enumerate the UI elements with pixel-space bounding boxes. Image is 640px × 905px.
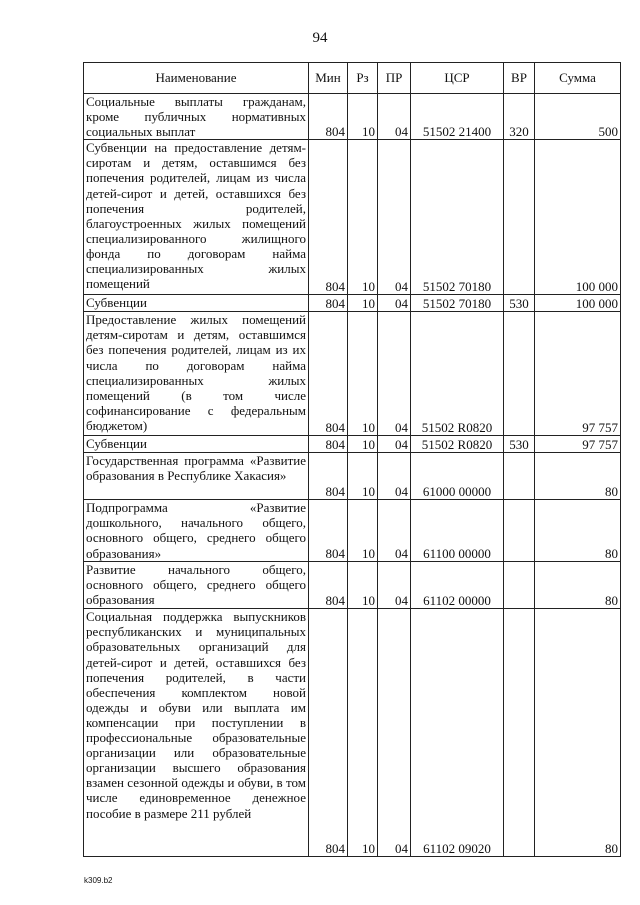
header-name: Наименование bbox=[84, 63, 309, 94]
row-name: Субвенции bbox=[84, 436, 309, 453]
row-rz: 10 bbox=[348, 436, 378, 453]
row-vr bbox=[504, 140, 535, 295]
row-csr: 61000 00000 bbox=[411, 453, 504, 500]
row-rz: 10 bbox=[348, 140, 378, 295]
row-min: 804 bbox=[309, 562, 348, 609]
header-min: Мин bbox=[309, 63, 348, 94]
row-pr: 04 bbox=[378, 140, 411, 295]
row-min: 804 bbox=[309, 436, 348, 453]
row-vr bbox=[504, 500, 535, 562]
table-row bbox=[84, 436, 621, 453]
table-row bbox=[84, 295, 621, 312]
row-rz: 10 bbox=[348, 312, 378, 436]
row-pr: 04 bbox=[378, 312, 411, 436]
budget-table bbox=[83, 62, 621, 857]
row-min: 804 bbox=[309, 312, 348, 436]
table-row bbox=[84, 94, 621, 140]
table-row bbox=[84, 609, 621, 857]
table-header-row bbox=[84, 63, 621, 94]
row-sum: 97 757 bbox=[535, 436, 621, 453]
header-rz: Рз bbox=[348, 63, 378, 94]
row-min: 804 bbox=[309, 94, 348, 140]
row-csr: 51502 70180 bbox=[411, 295, 504, 312]
row-csr: 51502 R0820 bbox=[411, 436, 504, 453]
row-name: Социальная поддержка выпускников республиканских и муниципальных образовательных организаций для детей-сирот и детей, оставшихся без попечения родителей, в части обеспечения комплектом новой одежды и обуви или выплата им компенсации при поступлении в профессиональные образовательные организации или образовательные организации высшего образования взамен сезонной одежды и обуви, в том числе единовременное денежное пособие в размере 211 рублей bbox=[84, 609, 309, 857]
row-sum: 80 bbox=[535, 500, 621, 562]
row-rz: 10 bbox=[348, 295, 378, 312]
row-pr: 04 bbox=[378, 562, 411, 609]
row-name: Государственная программа «Развитие образования в Республике Хакасия» bbox=[84, 453, 309, 500]
table-row bbox=[84, 562, 621, 609]
row-name: Подпрограмма «Развитие дошкольного, начального общего, основного общего, среднего общего образования» bbox=[84, 500, 309, 562]
header-csr: ЦСР bbox=[411, 63, 504, 94]
row-csr: 51502 21400 bbox=[411, 94, 504, 140]
row-sum: 80 bbox=[535, 609, 621, 857]
header-vr: ВР bbox=[504, 63, 535, 94]
row-rz: 10 bbox=[348, 94, 378, 140]
header-pr: ПР bbox=[378, 63, 411, 94]
row-vr bbox=[504, 562, 535, 609]
row-min: 804 bbox=[309, 140, 348, 295]
header-sum: Сумма bbox=[535, 63, 621, 94]
row-sum: 100 000 bbox=[535, 140, 621, 295]
table-row bbox=[84, 140, 621, 295]
row-rz: 10 bbox=[348, 453, 378, 500]
row-pr: 04 bbox=[378, 500, 411, 562]
row-vr: 530 bbox=[504, 436, 535, 453]
row-name: Субвенции на предоставление детям-сиротам и детям, оставшимся без попечения родителей, лицам из числа детей-сирот и детей, оставшихся без попечения родителей, благоустроенных жилых помещений специализированного жилищного фонда по договорам найма специализированных жилых помещений bbox=[84, 140, 309, 295]
row-csr: 61100 00000 bbox=[411, 500, 504, 562]
row-min: 804 bbox=[309, 453, 348, 500]
row-sum: 500 bbox=[535, 94, 621, 140]
row-name: Предоставление жилых помещений детям-сиротам и детям, оставшимся без попечения родителей, лицам из их числа по договорам найма специализированных жилых помещений (в том числе софинансирование с федеральным бюджетом) bbox=[84, 312, 309, 436]
table-row bbox=[84, 500, 621, 562]
table-row bbox=[84, 453, 621, 500]
row-pr: 04 bbox=[378, 295, 411, 312]
table-row bbox=[84, 312, 621, 436]
row-pr: 04 bbox=[378, 609, 411, 857]
row-csr: 61102 09020 bbox=[411, 609, 504, 857]
row-csr: 61102 00000 bbox=[411, 562, 504, 609]
row-csr: 51502 70180 bbox=[411, 140, 504, 295]
row-vr: 320 bbox=[504, 94, 535, 140]
row-name: Социальные выплаты гражданам, кроме публичных нормативных социальных выплат bbox=[84, 94, 309, 140]
row-rz: 10 bbox=[348, 562, 378, 609]
row-name: Субвенции bbox=[84, 295, 309, 312]
row-pr: 04 bbox=[378, 94, 411, 140]
row-rz: 10 bbox=[348, 500, 378, 562]
row-rz: 10 bbox=[348, 609, 378, 857]
row-sum: 80 bbox=[535, 453, 621, 500]
row-vr bbox=[504, 609, 535, 857]
footer-code: k309.b2 bbox=[84, 876, 113, 885]
row-sum: 100 000 bbox=[535, 295, 621, 312]
page-number: 94 bbox=[312, 30, 328, 46]
row-sum: 80 bbox=[535, 562, 621, 609]
row-min: 804 bbox=[309, 609, 348, 857]
row-vr bbox=[504, 312, 535, 436]
row-name: Развитие начального общего, основного общего, среднего общего образования bbox=[84, 562, 309, 609]
row-min: 804 bbox=[309, 295, 348, 312]
row-pr: 04 bbox=[378, 453, 411, 500]
row-vr bbox=[504, 453, 535, 500]
row-csr: 51502 R0820 bbox=[411, 312, 504, 436]
row-sum: 97 757 bbox=[535, 312, 621, 436]
row-pr: 04 bbox=[378, 436, 411, 453]
row-vr: 530 bbox=[504, 295, 535, 312]
row-min: 804 bbox=[309, 500, 348, 562]
